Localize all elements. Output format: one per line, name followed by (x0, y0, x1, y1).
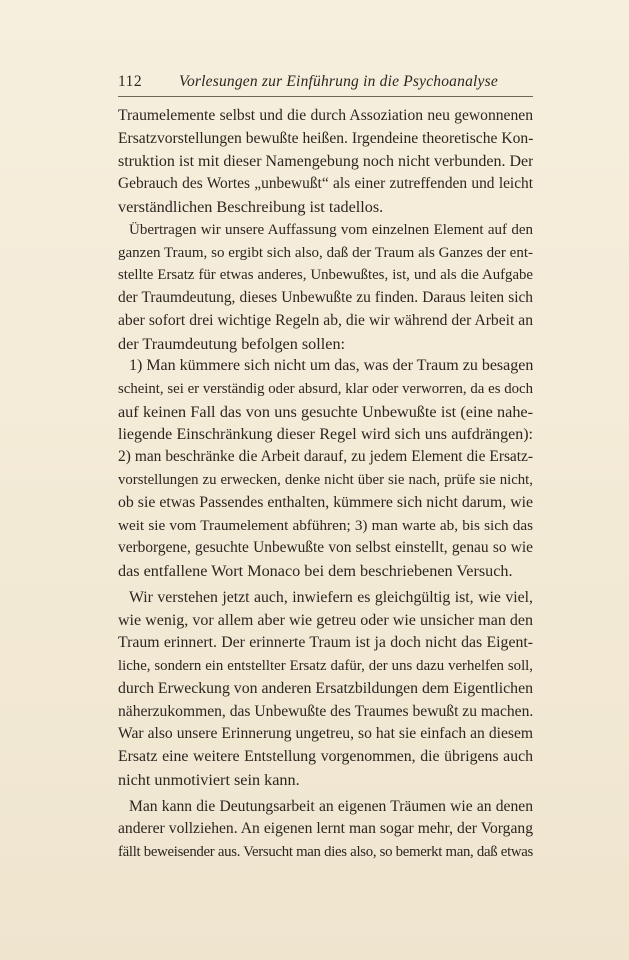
text-line: der Traumdeutung, dieses Unbewußte zu finden. Daraus leiten sich (118, 289, 533, 306)
page-header (118, 72, 533, 94)
paragraph (118, 355, 533, 583)
page-number: 112 (118, 73, 143, 90)
running-title: Vorlesungen zur Einführung in die Psychoanalyse (179, 73, 498, 90)
text-line: ganzen Traum, so ergibt sich also, daß der Traum als Ganzes der ent- (118, 244, 533, 261)
paragraph (118, 219, 533, 356)
text-line: War also unsere Erinnerung ungetreu, so hat sie einfach an diesem (118, 725, 533, 743)
text-line: vorstellungen zu erwecken, denke nicht über sie nach, prüfe sie nicht, (118, 472, 533, 488)
text-line: stellte Ersatz für etwas anderes, Unbewußtes, ist, und als die Aufgabe (118, 267, 533, 284)
paragraph (118, 796, 533, 864)
text-line: auf keinen Fall das von uns gesuchte Unbewußte ist (eine nahe- (118, 402, 533, 421)
text-line: das entfallene Wort Monaco bei dem beschriebenen Versuch. (118, 562, 513, 580)
text-line: Man kann die Deutungsarbeit an eigenen Träumen wie an denen (129, 797, 533, 815)
text-line: anderer vollziehen. An eigenen lernt man sogar mehr, der Vorgang (118, 820, 533, 838)
text-line: aber sofort drei wichtige Regeln ab, die wir während der Arbeit an (118, 311, 533, 329)
text-line: Übertragen wir unsere Auffassung vom einzelnen Element auf den (129, 221, 533, 238)
text-line: Traum erinnert. Der erinnerte Traum ist ja doch nicht das Eigent- (118, 634, 533, 652)
text-line: Traumelemente selbst und die durch Assoziation neu gewonnenen (118, 107, 533, 124)
paragraph (118, 105, 533, 219)
text-line: Ersatz eine weitere Entstellung vorgenommen, die übrigens auch (118, 748, 533, 765)
body-text (118, 105, 533, 864)
header-rule (118, 96, 533, 97)
text-line: Ersatzvorstellungen bewußte heißen. Irgendeine theoretische Kon- (118, 129, 533, 147)
text-line: nicht unmotiviert sein kann. (118, 770, 300, 789)
text-line: durch Erweckung von anderen Ersatzbildungen dem Eigentlichen (118, 679, 533, 697)
text-line: struktion ist mit dieser Namengebung noch nicht verbunden. Der (118, 152, 533, 170)
text-line: weit sie vom Traumelement abführen; 3) man warte ab, bis sich das (118, 516, 533, 534)
text-line: verständlichen Beschreibung ist tadellos. (118, 198, 384, 216)
text-line: scheint, sei er verständig oder absurd, klar oder verworren, da es doch (118, 381, 533, 397)
text-line: der Traumdeutung befolgen sollen: (118, 334, 346, 353)
text-line: Wir verstehen jetzt auch, inwiefern es gleichgültig ist, wie viel, (129, 588, 533, 606)
text-line: ob sie etwas Passendes enthalten, kümmere sich nicht darum, wie (118, 493, 533, 511)
text-line: wie wenig, vor allem aber wie getreu oder wie unsicher man den (118, 611, 533, 629)
text-line: fällt beweisender aus. Versucht man dies also, so bemerkt man, daß etwas (118, 844, 533, 860)
text-line: verborgene, gesuchte Unbewußte von selbst einstellt, genau so wie (118, 539, 533, 557)
text-line: liegende Einschränkung dieser Regel wird sich uns aufdrängen): (118, 425, 533, 443)
text-line: näherzukommen, das Unbewußte des Traumes bewußt zu machen. (118, 702, 533, 720)
text-line: 1) Man kümmere sich nicht um das, was der Traum zu besagen (129, 357, 533, 375)
text-line: Gebrauch des Wortes „unbewußt“ als einer zutreffenden und leicht (118, 175, 533, 193)
text-line: 2) man beschränke die Arbeit darauf, zu jedem Element die Ersatz- (118, 448, 533, 466)
paragraph (118, 587, 533, 792)
text-line: liche, sondern ein entstellter Ersatz dafür, der uns dazu verhelfen soll, (118, 658, 533, 674)
